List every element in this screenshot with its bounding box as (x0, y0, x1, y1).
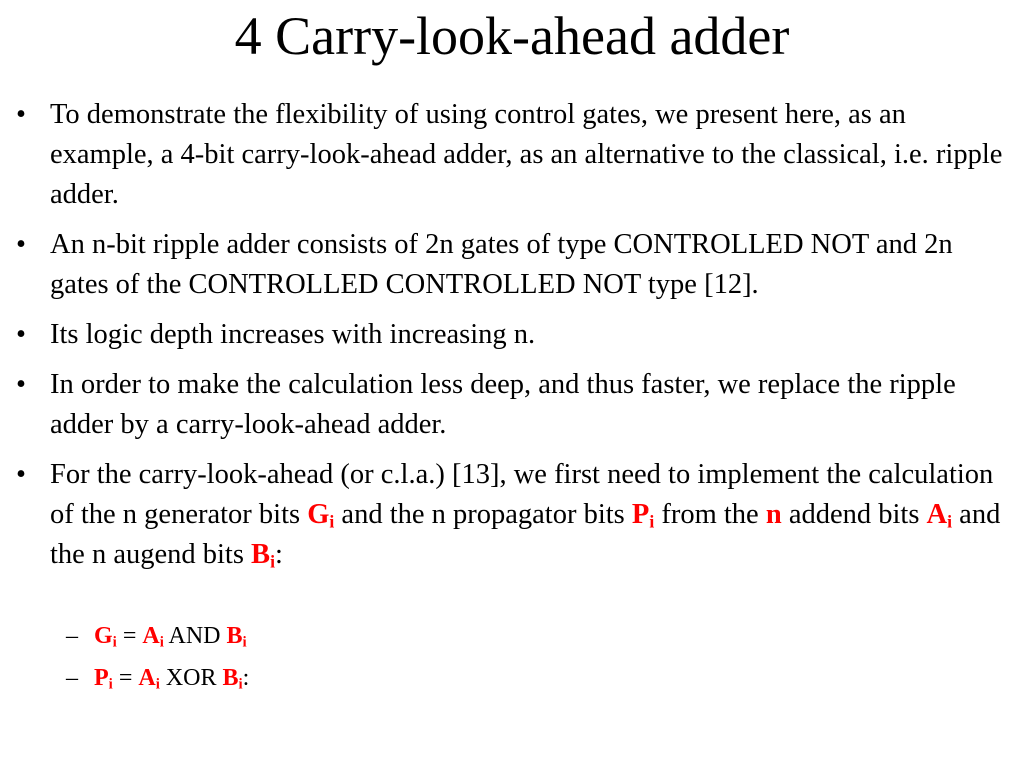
symbol-subscript: i (649, 511, 655, 532)
symbol-subscript: i (155, 676, 160, 693)
bullet-text: In order to make the calculation less deep, and thus faster, we replace the ripple adder by a carry-look-ahead adder. (50, 369, 956, 440)
formula-equals: = (116, 623, 143, 649)
text-segment: For the carry-look-ahead (or c.l.a.) [13], we first need to implement the calculation of the n generator bits (50, 459, 994, 530)
bullet-text: Its logic depth increases with increasing n. (50, 319, 536, 350)
symbol-subscript: i (270, 551, 275, 572)
n-symbol: n (765, 499, 782, 530)
symbol-subscript: i (112, 634, 117, 651)
bullet-item-5 (0, 455, 1024, 575)
sub-bullet-generator-formula (0, 620, 1024, 652)
formula-lhs (94, 623, 117, 649)
bullet-dot-icon: • (16, 459, 26, 490)
symbol-subscript: i (242, 634, 247, 651)
symbol-subscript: i (947, 511, 953, 532)
formula-tail: : (242, 665, 250, 691)
bullet-text: An n-bit ripple adder consists of 2n gates of type CONTROLLED NOT and 2n gates of the CONTROLLED CONTROLLED NOT type [12]. (50, 229, 953, 300)
formula-equals: = (112, 665, 139, 691)
formula-b (223, 665, 243, 691)
text-segment: addend bits (781, 499, 927, 530)
formula-operator: AND (163, 623, 227, 649)
symbol-subscript: i (238, 676, 243, 693)
dash-icon: – (66, 623, 78, 649)
generator-symbol (307, 499, 334, 530)
symbol-subscript: i (329, 511, 335, 532)
symbol-letter: B (226, 623, 243, 649)
bullet-text: To demonstrate the flexibility of using control gates, we present here, as an example, a 4-bit carry-look-ahead adder, as an alternative to the classical, i.e. ripple adder. (50, 99, 1003, 210)
symbol-subscript: i (159, 634, 164, 651)
bullet-dot-icon: • (16, 229, 26, 260)
symbol-letter: B (251, 539, 271, 570)
augend-symbol (251, 539, 275, 570)
symbol-letter: A (142, 623, 160, 649)
bullet-dot-icon: • (16, 99, 26, 130)
symbol-letter: P (631, 499, 650, 530)
symbol-letter: A (138, 665, 156, 691)
text-segment: and the n propagator bits (334, 499, 632, 530)
symbol-letter: G (94, 623, 113, 649)
sub-bullet-propagator-formula (0, 662, 1024, 694)
symbol-letter: A (926, 499, 948, 530)
formula-b (227, 623, 247, 649)
bullet-item-3 (0, 315, 1024, 355)
sub-bullet-list (0, 620, 1024, 704)
text-segment: from the (654, 499, 766, 530)
bullet-item-4 (0, 365, 1024, 445)
symbol-letter: G (307, 499, 330, 530)
formula-lhs (94, 665, 113, 691)
symbol-subscript: i (108, 676, 113, 693)
symbol-letter: P (94, 665, 109, 691)
bullet-item-1 (0, 95, 1024, 215)
formula-a (142, 623, 163, 649)
dash-icon: – (66, 665, 78, 691)
formula-a (138, 665, 159, 691)
bullet-dot-icon: • (16, 369, 26, 400)
propagator-symbol (632, 499, 654, 530)
bullet-item-2 (0, 225, 1024, 305)
bullet-dot-icon: • (16, 319, 26, 350)
bullet-text (50, 459, 1000, 570)
text-segment: and the n augend bits (50, 499, 1001, 570)
text-segment: : (274, 539, 283, 570)
addend-symbol (927, 499, 953, 530)
formula-operator: XOR (159, 665, 223, 691)
slide-title: 4 Carry-look-ahead adder (234, 6, 790, 66)
symbol-letter: B (222, 665, 239, 691)
bullet-list (0, 95, 1024, 585)
